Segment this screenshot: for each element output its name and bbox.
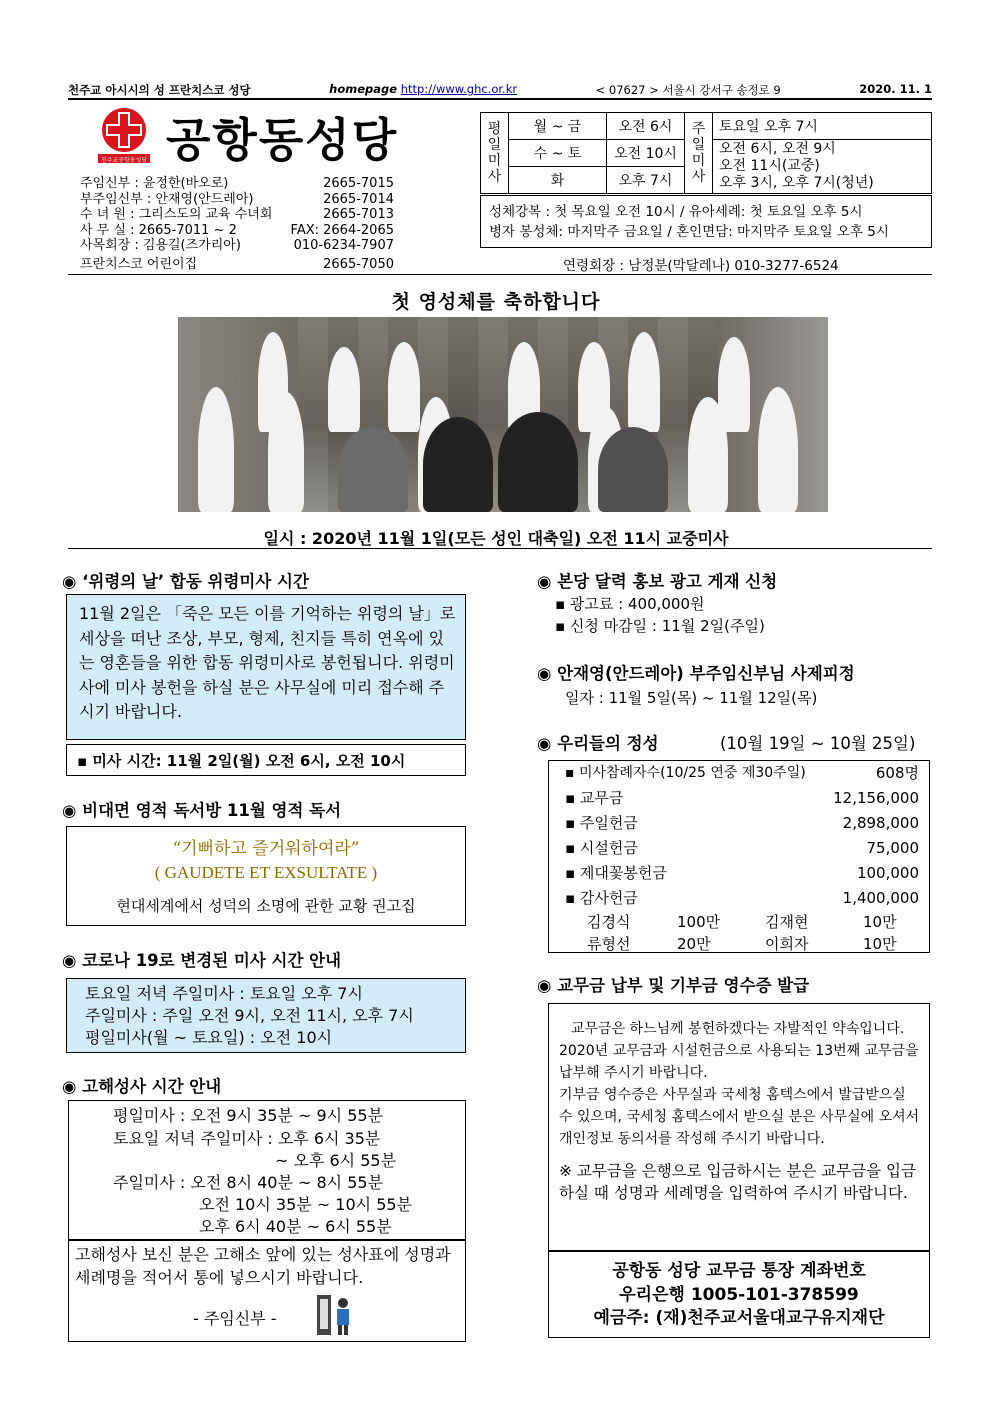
- calendar-ad-heading: ◉ 본당 달력 홍보 광고 게재 신청: [537, 572, 778, 591]
- offering-row: ▪ 미사참례자수(10/25 연중 제30주일) 608명: [565, 764, 919, 782]
- sacrament-info-box: [480, 195, 932, 248]
- covid-line: 주일미사 : 주일 오전 9시, 오전 11시, 오후 7시: [85, 1006, 414, 1025]
- address: < 07627 > 서울시 강서구 송정로 9: [595, 83, 781, 97]
- homepage-link[interactable]: http://www.ghc.or.kr: [400, 82, 518, 96]
- reading-heading: ◉ 비대면 영적 독서방 11월 영적 독서: [62, 801, 342, 820]
- weekday-day: 월 ~ 금: [509, 113, 607, 140]
- calendar-ad-item: ▪ 신청 마감일 : 11월 2일(주일): [555, 617, 765, 635]
- dues-box: [548, 1003, 930, 1251]
- confession-line: 오전 10시 35분 ~ 10시 55분: [199, 1195, 413, 1214]
- offering-period: (10월 19일 ~ 10월 25일): [720, 734, 916, 753]
- calendar-ad-item: ▪ 광고료 : 400,000원: [555, 595, 705, 613]
- confession-line: 토요일 저녁 주일미사 : 오후 6시 35분: [113, 1129, 381, 1148]
- mass-schedule-table: [480, 112, 932, 194]
- first-communion-photo: [178, 317, 828, 512]
- weekday-time: 오전 10시: [607, 140, 685, 167]
- dues-heading: ◉ 교무금 납부 및 기부금 영수증 발급: [537, 976, 810, 995]
- divider: [68, 274, 932, 275]
- retreat-dates: 일자 : 11월 5일(목) ~ 11월 12일(목): [565, 689, 818, 707]
- info-line: 병자 봉성체: 마지막주 금요일 / 혼인면담: 마지막주 토요일 오후 5시: [489, 224, 889, 240]
- logo-caption: 천주교공항동성당: [100, 157, 148, 164]
- divider: [68, 548, 932, 549]
- parish-line: 천주교 아시시의 성 프란치스코 성당: [68, 83, 251, 97]
- reading-subtitle: 현대세계에서 성덕의 소명에 관한 교황 권고집: [116, 897, 416, 915]
- offering-row: ▪ 시설헌금 75,000: [565, 839, 919, 857]
- staff-row: 프란치스코 어린이집 2665-7050: [80, 256, 394, 272]
- confession-times: [68, 1100, 466, 1240]
- staff-list: [80, 176, 400, 273]
- account-box: [548, 1251, 930, 1338]
- confession-line: 오후 6시 40분 ~ 6시 55분: [199, 1217, 392, 1236]
- confession-line: 주일미사 : 오전 8시 40분 ~ 8시 55분: [113, 1173, 384, 1192]
- weekday-time: 오전 6시: [607, 113, 685, 140]
- dues-paragraph: 기부금 영수증은 사무실과 국세청 홈텍스에서 발급받으실 수 있으며, 국세청 홈텍스에서 받으실 분은 사무실에 오셔서 개인정보 동의서를 작성해 주시기 바랍니다.: [559, 1087, 920, 1147]
- sunday-label: 주일미사: [685, 113, 713, 194]
- offering-row: ▪ 교무금 12,156,000: [565, 789, 919, 807]
- sunday-times: 오전 6시, 오전 9시 오전 11시(교중) 오후 3시, 오후 7시(청년): [713, 140, 932, 194]
- church-logo: [96, 106, 152, 164]
- contact-line: 연령회장 : 남정분(막달레나) 010-3277-6524: [563, 258, 839, 274]
- confession-note: 고해성사 보신 분은 고해소 앞에 있는 성사표에 성명과 세례명을 적어서 통에 넣으시기 바랍니다.: [75, 1245, 451, 1287]
- memorial-heading: ◉ ‘위령의 날’ 합동 위령미사 시간: [62, 572, 309, 591]
- offering-box: [548, 760, 930, 953]
- offering-row: ▪ 감사헌금 1,400,000: [565, 889, 919, 907]
- covid-line: 평일미사(월 ~ 토요일) : 오전 10시: [85, 1028, 333, 1047]
- weekday-day: 수 ~ 토: [509, 140, 607, 167]
- header-topline: [68, 82, 932, 98]
- info-line: 성체강복 : 첫 목요일 오전 10시 / 유아세례: 첫 토요일 오후 5시: [489, 204, 863, 220]
- staff-row: 수 녀 원 : 그리스도의 교육 수녀회 2665-7013: [80, 207, 394, 223]
- weekday-day: 화: [509, 167, 607, 194]
- account-title: 공항동 성당 교무금 통장 계좌번호: [612, 1261, 866, 1281]
- staff-row: 사목회장 : 김용길(즈가리아) 010-6234-7907: [80, 238, 394, 254]
- offering-row: ▪ 제대꽃봉헌금 100,000: [565, 864, 919, 882]
- divider: [68, 98, 932, 100]
- confession-line: 평일미사 : 오전 9시 35분 ~ 9시 55분: [113, 1106, 384, 1125]
- weekday-label: 평일미사: [481, 113, 509, 194]
- staff-row: 부주임신부 : 안재영(안드레아) 2665-7014: [80, 191, 394, 207]
- event-date: 일시 : 2020년 11월 1일(모든 성인 대축일) 오전 11시 교중미사: [263, 529, 729, 548]
- dues-paragraph: 교무금은 하느님께 봉헌하겠다는 자발적인 약속입니다. 2020년 교무금과 시설헌금으로 사용되는 13번째 교무금을 납부해 주시기 바랍니다.: [559, 1021, 919, 1081]
- offering-heading: ◉ 우리들의 정성: [537, 734, 659, 753]
- account-holder: 예금주: (재)천주교서울대교구유지재단: [593, 1308, 885, 1328]
- confession-illustration-icon: [315, 1293, 355, 1337]
- confession-heading: ◉ 고해성사 시간 안내: [62, 1077, 222, 1096]
- staff-row: 사 무 실 : 2665-7011 ~ 2 FAX: 2664-2065: [80, 222, 394, 238]
- staff-row: 주임신부 : 윤정한(바오로) 2665-7015: [80, 176, 394, 191]
- bank-account[interactable]: 우리은행 1005-101-378599: [619, 1284, 859, 1305]
- offering-row: ▪ 주일헌금 2,898,000: [565, 814, 919, 832]
- dues-note: ※ 교무금을 은행으로 입금하시는 분은 교무금을 입금하실 때 성명과 세례명을 입력하여 주시기 바랍니다.: [559, 1162, 916, 1202]
- sunday-time: 토요일 오후 7시: [713, 113, 932, 140]
- memorial-body: 11월 2일은 「죽은 모든 이를 기억하는 위령의 날」로 세상을 떠난 조상, 부모, 형제, 친지들 특히 연옥에 있는 영혼들을 위한 합동 위령미사로 봉헌됩니다. 위령미사에 미사 봉헌을 하실 분은 사무실에 미리 접수해 주시기 바랍니다.: [66, 594, 466, 740]
- covid-box: [66, 978, 466, 1053]
- confession-line: ~ 오후 6시 55분: [275, 1151, 397, 1170]
- homepage-label: homepage: [329, 82, 398, 96]
- donor-row: 류형선 20만 이희자 10만: [587, 935, 897, 953]
- retreat-heading: ◉ 안재영(안드레아) 부주임신부님 사제피정: [537, 664, 855, 683]
- reading-title-kr: “기뻐하고 즐거워하여라”: [172, 839, 360, 859]
- signature: - 주임신부 -: [193, 1309, 277, 1328]
- headline: 첫 영성체를 축하합니다: [391, 291, 601, 313]
- confession-note-box: [68, 1240, 466, 1342]
- reading-box: [66, 826, 466, 926]
- issue-date: 2020. 11. 1: [859, 82, 932, 96]
- covid-line: 토요일 저녁 주일미사 : 토요일 오후 7시: [85, 984, 363, 1003]
- page-title: 공항동성당: [166, 113, 399, 167]
- weekday-time: 오후 7시: [607, 167, 685, 194]
- donor-row: 김경식 100만 김재현 10만: [587, 913, 897, 931]
- memorial-time: ▪ 미사 시간: 11월 2일(월) 오전 6시, 오전 10시: [66, 744, 466, 776]
- covid-heading: ◉ 코로나 19로 변경된 미사 시간 안내: [62, 951, 342, 970]
- reading-title-lat: ( GAUDETE ET EXSULTATE ): [154, 863, 378, 882]
